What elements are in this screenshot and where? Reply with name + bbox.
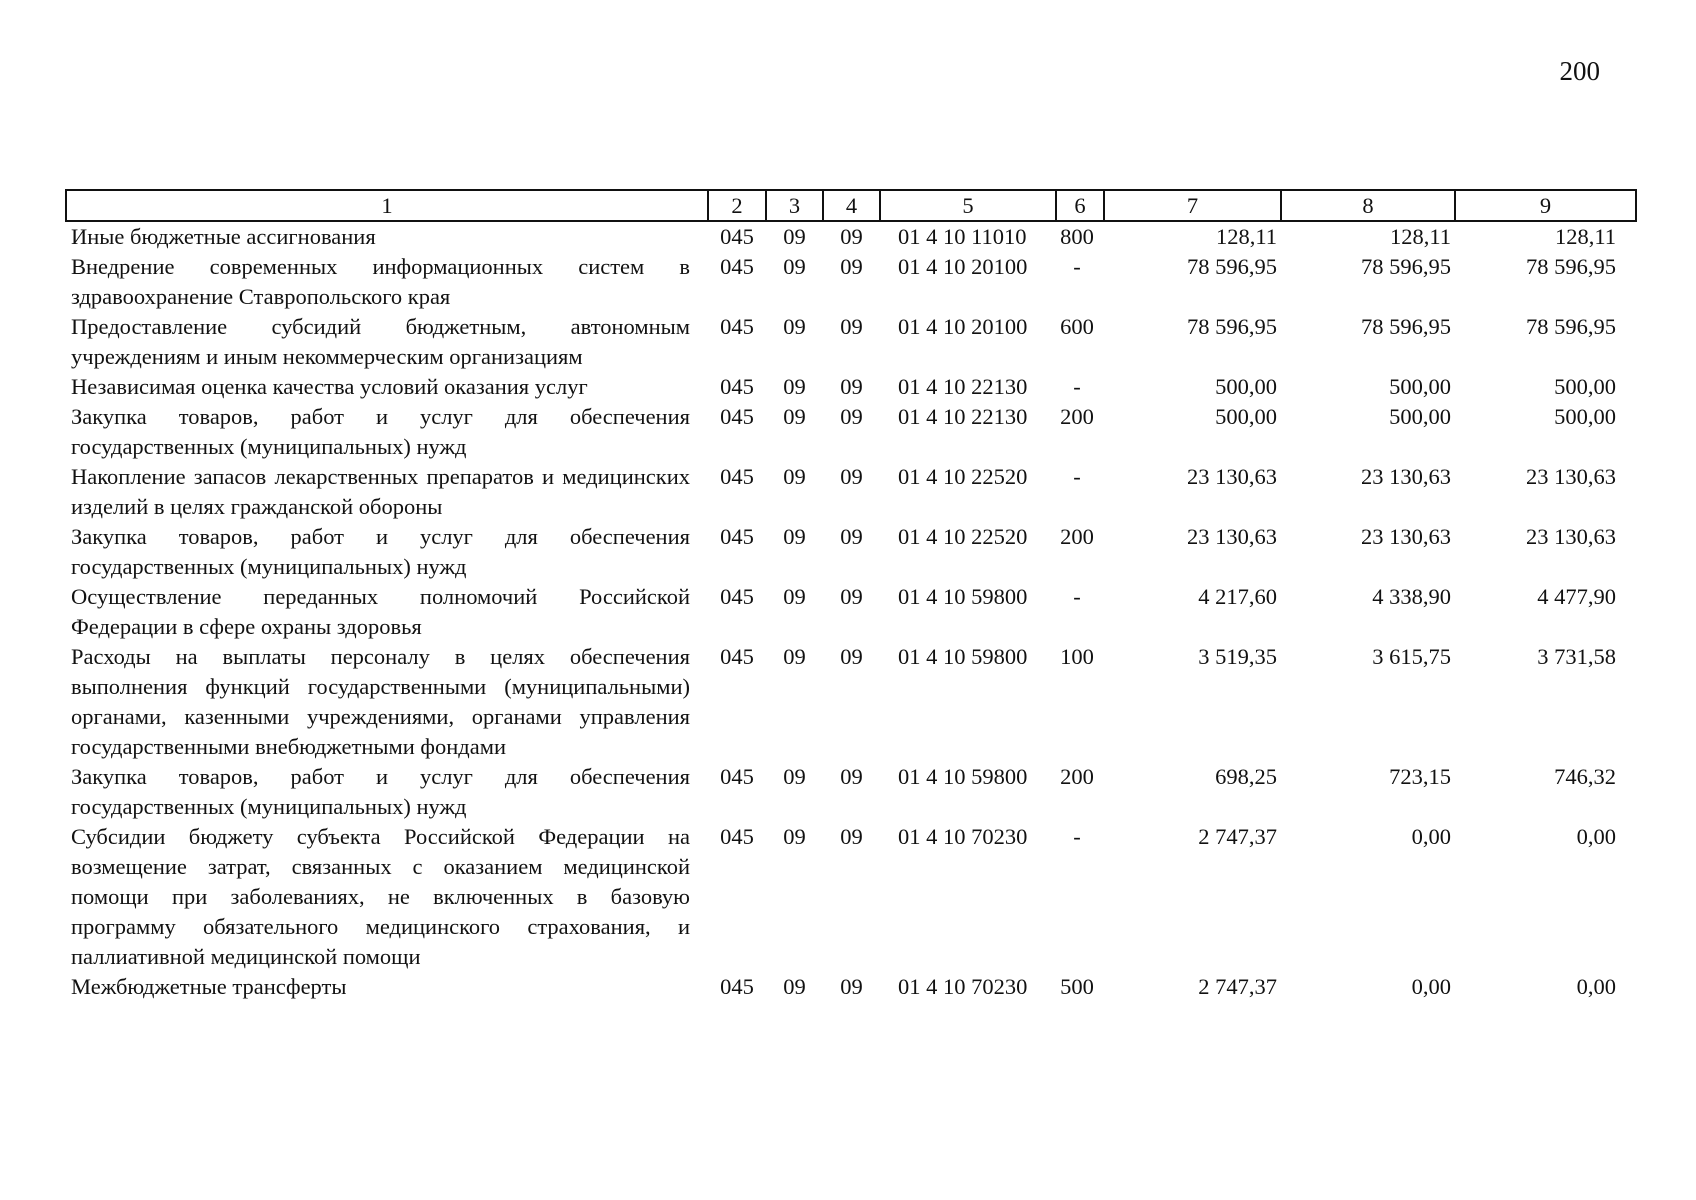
code-subsection: 09 (840, 974, 863, 999)
amount-col-7: 4 217,60 (1198, 584, 1277, 609)
row-name: Предоставление субсидий бюджетным, автономным учреждениям и иным некоммерческим организациям (71, 314, 690, 369)
code-section: 09 (783, 644, 806, 669)
code-subsection: 09 (840, 374, 863, 399)
amount-col-7: 500,00 (1215, 374, 1277, 399)
code-ministry: 045 (720, 224, 754, 249)
amount-col-7: 500,00 (1215, 404, 1277, 429)
amount-col-7: 23 130,63 (1187, 464, 1277, 489)
code-section: 09 (783, 374, 806, 399)
header-cell-3: 3 (766, 190, 823, 221)
table-row (66, 372, 1636, 402)
code-target-article: 01 4 10 59800 (898, 584, 1028, 609)
code-expense-type: - (1073, 464, 1081, 489)
amount-col-7: 23 130,63 (1187, 524, 1277, 549)
code-section: 09 (783, 404, 806, 429)
table-row (66, 762, 1636, 822)
table-row (66, 972, 1636, 1002)
amount-col-9: 78 596,95 (1526, 314, 1616, 339)
code-subsection: 09 (840, 254, 863, 279)
header-cell-4: 4 (823, 190, 880, 221)
code-ministry: 045 (720, 644, 754, 669)
code-ministry: 045 (720, 584, 754, 609)
amount-col-9: 500,00 (1554, 404, 1616, 429)
row-name: Закупка товаров, работ и услуг для обеспечения государственных (муниципальных) нужд (71, 764, 690, 819)
amount-col-9: 23 130,63 (1526, 464, 1616, 489)
code-expense-type: 200 (1060, 764, 1094, 789)
code-target-article: 01 4 10 22520 (898, 524, 1028, 549)
row-name: Независимая оценка качества условий оказания услуг (71, 374, 588, 399)
code-subsection: 09 (840, 584, 863, 609)
amount-col-9: 3 731,58 (1537, 644, 1616, 669)
amount-col-8: 500,00 (1389, 374, 1451, 399)
amount-col-7: 78 596,95 (1187, 254, 1277, 279)
code-section: 09 (783, 974, 806, 999)
amount-col-8: 23 130,63 (1361, 524, 1451, 549)
code-target-article: 01 4 10 70230 (898, 974, 1028, 999)
amount-col-8: 78 596,95 (1361, 254, 1451, 279)
code-target-article: 01 4 10 22130 (898, 404, 1028, 429)
table-row (66, 642, 1636, 762)
code-ministry: 045 (720, 524, 754, 549)
code-expense-type: - (1073, 374, 1081, 399)
code-expense-type: 200 (1060, 524, 1094, 549)
code-section: 09 (783, 254, 806, 279)
row-name: Межбюджетные трансферты (71, 974, 347, 999)
amount-col-9: 500,00 (1554, 374, 1616, 399)
code-ministry: 045 (720, 404, 754, 429)
code-expense-type: - (1073, 824, 1081, 849)
budget-table (65, 189, 1637, 1002)
table-row (66, 252, 1636, 312)
amount-col-7: 2 747,37 (1198, 824, 1277, 849)
code-ministry: 045 (720, 254, 754, 279)
code-target-article: 01 4 10 11010 (898, 224, 1027, 249)
code-target-article: 01 4 10 20100 (898, 314, 1028, 339)
row-name: Закупка товаров, работ и услуг для обеспечения государственных (муниципальных) нужд (71, 404, 690, 459)
header-cell-7: 7 (1104, 190, 1281, 221)
amount-col-9: 746,32 (1554, 764, 1616, 789)
amount-col-8: 23 130,63 (1361, 464, 1451, 489)
row-name: Внедрение современных информационных систем в здравоохранение Ставропольского края (71, 254, 690, 309)
amount-col-8: 0,00 (1411, 824, 1451, 849)
code-expense-type: - (1073, 254, 1081, 279)
amount-col-7: 698,25 (1215, 764, 1277, 789)
row-name: Накопление запасов лекарственных препаратов и медицинских изделий в целях гражданской обороны (71, 464, 690, 519)
row-name: Расходы на выплаты персоналу в целях обеспечения выполнения функций государственными (муниципальными) органами, казенными учреждениями, органами управления государственными внебюджетными фондами (71, 644, 690, 759)
amount-col-8: 723,15 (1389, 764, 1451, 789)
code-target-article: 01 4 10 59800 (898, 644, 1028, 669)
code-expense-type: 800 (1060, 224, 1094, 249)
header-row (66, 190, 1636, 221)
code-section: 09 (783, 824, 806, 849)
table-row (66, 522, 1636, 582)
header-cell-5: 5 (880, 190, 1056, 221)
table-header (66, 190, 1636, 221)
code-section: 09 (783, 314, 806, 339)
code-subsection: 09 (840, 464, 863, 489)
code-target-article: 01 4 10 22520 (898, 464, 1028, 489)
code-subsection: 09 (840, 404, 863, 429)
row-name: Осуществление переданных полномочий Российской Федерации в сфере охраны здоровья (71, 584, 690, 639)
code-subsection: 09 (840, 314, 863, 339)
row-name: Иные бюджетные ассигнования (71, 224, 376, 249)
amount-col-7: 78 596,95 (1187, 314, 1277, 339)
code-target-article: 01 4 10 20100 (898, 254, 1028, 279)
amount-col-9: 23 130,63 (1526, 524, 1616, 549)
table-row (66, 221, 1636, 252)
code-subsection: 09 (840, 824, 863, 849)
table-row (66, 402, 1636, 462)
row-name: Закупка товаров, работ и услуг для обеспечения государственных (муниципальных) нужд (71, 524, 690, 579)
header-cell-1: 1 (66, 190, 708, 221)
amount-col-9: 128,11 (1554, 224, 1616, 249)
amount-col-8: 0,00 (1411, 974, 1451, 999)
header-cell-6: 6 (1056, 190, 1104, 221)
code-ministry: 045 (720, 374, 754, 399)
code-ministry: 045 (720, 764, 754, 789)
code-subsection: 09 (840, 764, 863, 789)
amount-col-9: 78 596,95 (1526, 254, 1616, 279)
amount-col-8: 128,11 (1389, 224, 1451, 249)
table-row (66, 312, 1636, 372)
amount-col-9: 4 477,90 (1537, 584, 1616, 609)
amount-col-8: 4 338,90 (1372, 584, 1451, 609)
amount-col-8: 3 615,75 (1372, 644, 1451, 669)
table-body (66, 221, 1636, 1002)
code-section: 09 (783, 584, 806, 609)
code-ministry: 045 (720, 824, 754, 849)
amount-col-9: 0,00 (1576, 824, 1616, 849)
table-row (66, 822, 1636, 972)
code-subsection: 09 (840, 644, 863, 669)
code-expense-type: 200 (1060, 404, 1094, 429)
code-ministry: 045 (720, 464, 754, 489)
code-section: 09 (783, 224, 806, 249)
code-subsection: 09 (840, 224, 863, 249)
amount-col-8: 78 596,95 (1361, 314, 1451, 339)
row-name: Субсидии бюджету субъекта Российской Федерации на возмещение затрат, связанных с оказанием медицинской помощи при заболеваниях, не включенных в базовую программу обязательного медицинского страхования, и паллиативной медицинской помощи (71, 824, 690, 969)
amount-col-7: 128,11 (1215, 224, 1277, 249)
amount-col-7: 3 519,35 (1198, 644, 1277, 669)
amount-col-7: 2 747,37 (1198, 974, 1277, 999)
code-expense-type: - (1073, 584, 1081, 609)
code-ministry: 045 (720, 314, 754, 339)
code-section: 09 (783, 464, 806, 489)
code-target-article: 01 4 10 70230 (898, 824, 1028, 849)
code-ministry: 045 (720, 974, 754, 999)
table-row (66, 582, 1636, 642)
code-expense-type: 600 (1060, 314, 1094, 339)
code-expense-type: 500 (1060, 974, 1094, 999)
code-expense-type: 100 (1060, 644, 1094, 669)
header-cell-2: 2 (708, 190, 766, 221)
header-cell-9: 9 (1455, 190, 1636, 221)
code-target-article: 01 4 10 22130 (898, 374, 1028, 399)
header-cell-8: 8 (1281, 190, 1455, 221)
amount-col-8: 500,00 (1389, 404, 1451, 429)
code-target-article: 01 4 10 59800 (898, 764, 1028, 789)
code-subsection: 09 (840, 524, 863, 549)
page-number: 200 (1559, 56, 1600, 86)
amount-col-9: 0,00 (1576, 974, 1616, 999)
code-section: 09 (783, 524, 806, 549)
code-section: 09 (783, 764, 806, 789)
table-row (66, 462, 1636, 522)
